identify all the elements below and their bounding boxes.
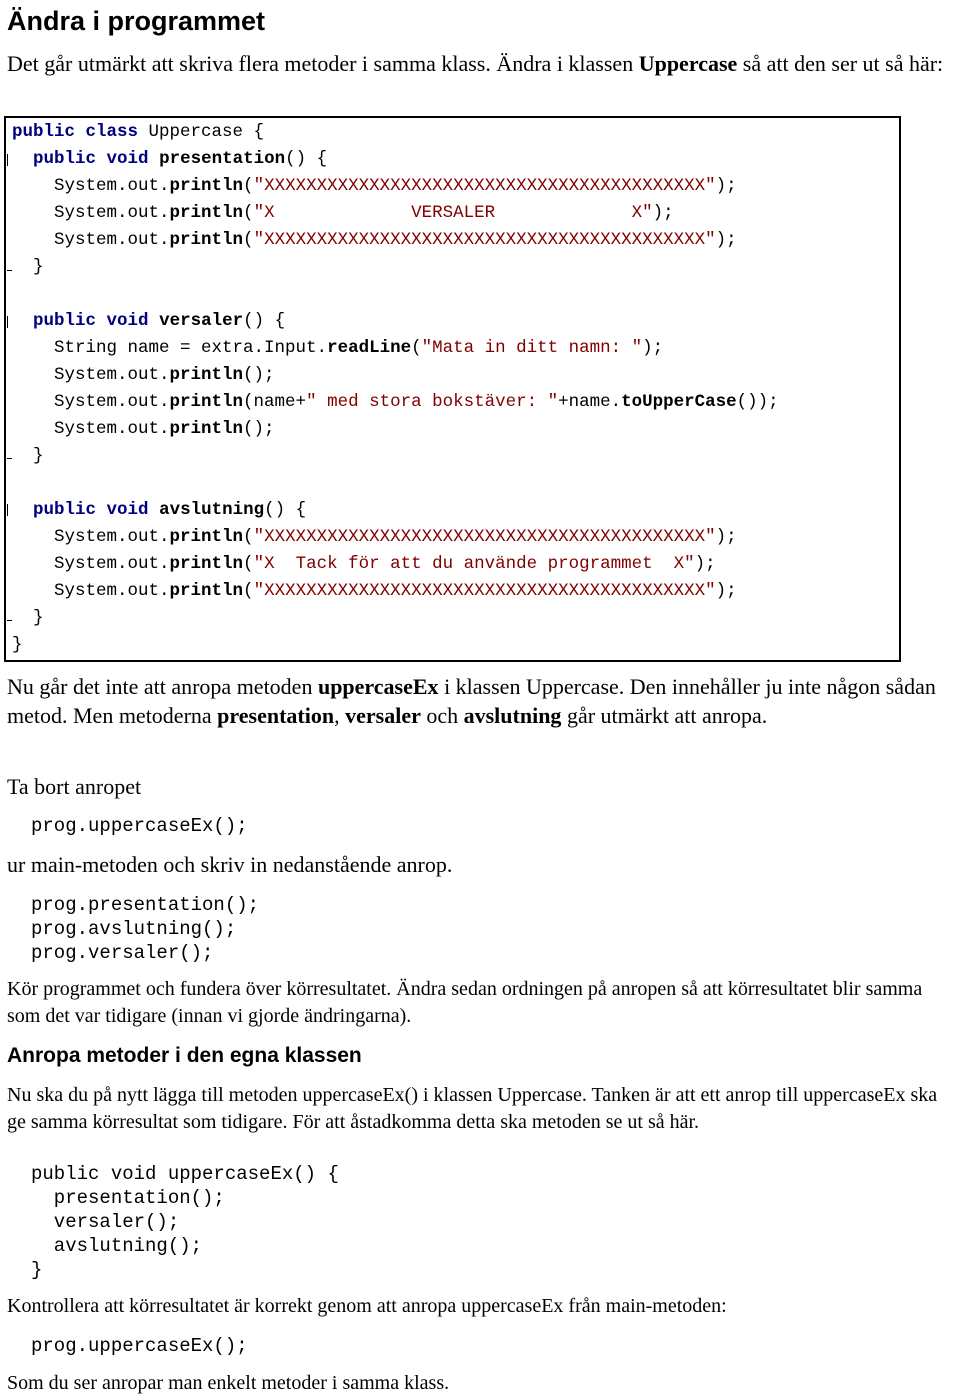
code-line [12, 200, 674, 227]
code-keyword: public void [33, 149, 149, 169]
code-text: System.out. [12, 581, 170, 601]
method-code: public void uppercaseEx() { presentation(); versaler(); avslutning(); } [31, 1163, 339, 1281]
method-bold: uppercaseEx [317, 674, 439, 699]
code-text: (); [243, 419, 275, 439]
code-text [149, 311, 160, 331]
fold-tick [7, 270, 12, 271]
method-bold: versaler [345, 703, 421, 728]
main-method-text: ur main-metoden och skriv in nedanstående anrop. [7, 852, 453, 877]
code-line [12, 551, 716, 578]
code-text: (name+ [243, 392, 307, 412]
code-text: ( [411, 338, 422, 358]
code-line [12, 308, 285, 335]
section-heading: Anropa metoder i den egna klassen [7, 1044, 362, 1067]
text: i klassen Uppercase. Den innehåller ju inte någon sådan metod. Men metoderna [7, 674, 936, 728]
explanation-paragraph [7, 672, 957, 730]
code-text: } [12, 608, 44, 628]
fold-marker [7, 316, 11, 328]
code-method: println [169, 554, 244, 574]
code-method: presentation [159, 149, 286, 169]
code-text [149, 149, 160, 169]
code-line [12, 227, 737, 254]
fold-marker [7, 504, 11, 516]
fold-tick [7, 620, 12, 621]
text: går utmärkt att anropa. [561, 703, 768, 728]
code-string: "XXXXXXXXXXXXXXXXXXXXXXXXXXXXXXXXXXXXXXXXXX" [253, 230, 716, 250]
text: Nu går det inte att anropa metoden [7, 674, 318, 699]
code-line [12, 335, 663, 362]
code-text: ( [243, 203, 254, 223]
code-text: ); [642, 338, 664, 358]
page-title: Ändra i programmet [7, 6, 266, 36]
intro-text-end: så att den ser ut så här: [737, 51, 944, 76]
code-line [12, 443, 44, 470]
code-method: println [169, 203, 244, 223]
code-line [12, 497, 306, 524]
code-text: Uppercase { [138, 122, 265, 142]
code-text [12, 500, 33, 520]
text: , [334, 703, 346, 728]
code-keyword: public void [33, 500, 149, 520]
code-text: System.out. [12, 176, 170, 196]
fold-marker [7, 154, 11, 166]
code-text: System.out. [12, 365, 170, 385]
method-bold: presentation [217, 703, 335, 728]
code-text: ); [715, 176, 737, 196]
code-screenshot [4, 116, 901, 662]
code-text: () { [264, 500, 307, 520]
code-text: () { [285, 149, 328, 169]
code-method: toUpperCase [621, 392, 737, 412]
code-text: ); [715, 230, 737, 250]
code-text [149, 500, 160, 520]
code-method: avslutning [159, 500, 265, 520]
text: och [420, 703, 464, 728]
code-text: ); [715, 581, 737, 601]
code-text: () { [243, 311, 286, 331]
remove-call-text: Ta bort anropet [7, 774, 142, 799]
code-line [12, 173, 737, 200]
code-text: +name. [558, 392, 622, 412]
code-method: println [169, 419, 244, 439]
intro-text: Det går utmärkt att skriva flera metoder i samma klass. Ändra i klassen [7, 51, 639, 76]
remove-call-code: prog.uppercaseEx(); [31, 815, 248, 837]
closing-text: Som du ser anropar man enkelt metoder i samma klass. [7, 1372, 450, 1394]
code-method: versaler [159, 311, 244, 331]
code-string: "XXXXXXXXXXXXXXXXXXXXXXXXXXXXXXXXXXXXXXXXXX" [253, 527, 716, 547]
code-string: "X Tack för att du använde programmet X" [253, 554, 695, 574]
method-bold: avslutning [463, 703, 562, 728]
code-method: println [169, 581, 244, 601]
code-text: System.out. [12, 230, 170, 250]
code-string: "XXXXXXXXXXXXXXXXXXXXXXXXXXXXXXXXXXXXXXXXXX" [253, 176, 716, 196]
code-text: (); [243, 365, 275, 385]
code-line [12, 416, 275, 443]
code-text: System.out. [12, 527, 170, 547]
code-line [12, 389, 779, 416]
code-keyword: public void [33, 311, 149, 331]
code-string: "Mata in ditt namn: " [421, 338, 643, 358]
code-string: "X VERSALER X" [253, 203, 653, 223]
code-text: ); [694, 554, 716, 574]
code-text: String name = extra.Input. [12, 338, 328, 358]
code-method: println [169, 176, 244, 196]
class-name-bold: Uppercase [638, 51, 738, 76]
code-text: ); [652, 203, 674, 223]
code-method: readLine [327, 338, 412, 358]
code-method: println [169, 365, 244, 385]
code-line [12, 362, 275, 389]
code-line [12, 632, 23, 659]
code-string: "XXXXXXXXXXXXXXXXXXXXXXXXXXXXXXXXXXXXXXXXXX" [253, 581, 716, 601]
code-text: ( [243, 581, 254, 601]
code-text: } [12, 446, 44, 466]
code-keyword: public class [12, 122, 139, 142]
code-line [12, 524, 737, 551]
code-text: } [12, 257, 44, 277]
code-line [12, 119, 264, 146]
code-line [12, 146, 327, 173]
code-line [12, 254, 44, 281]
code-text: ( [243, 527, 254, 547]
code-text: } [12, 635, 23, 655]
code-text [12, 311, 33, 331]
code-line [12, 578, 737, 605]
code-text: ()); [736, 392, 779, 412]
run-instruction: Kör programmet och fundera över körresultatet. Ändra sedan ordningen på anropen så att körresultatet blir samma som det var tidigare (innan vi gjorde ändringarna). [7, 978, 923, 1027]
verify-code: prog.uppercaseEx(); [31, 1335, 248, 1357]
code-text: ); [715, 527, 737, 547]
code-string: " med stora bokstäver: " [306, 392, 559, 412]
code-text: System.out. [12, 419, 170, 439]
code-text: ( [243, 554, 254, 574]
code-method: println [169, 230, 244, 250]
code-text: System.out. [12, 392, 170, 412]
section-paragraph: Nu ska du på nytt lägga till metoden uppercaseEx() i klassen Uppercase. Tanken är att ett anrop till uppercaseEx ska ge samma körresultat som tidigare. För att åstadkomma detta ska metoden se ut så här. [7, 1084, 938, 1133]
verify-text: Kontrollera att körresultatet är korrekt genom att anropa uppercaseEx från main-metoden: [7, 1295, 727, 1317]
code-line [12, 605, 44, 632]
code-method: println [169, 392, 244, 412]
code-text [12, 149, 33, 169]
code-method: println [169, 527, 244, 547]
calls-code: prog.presentation(); prog.avslutning(); prog.versaler(); [31, 894, 260, 964]
code-text: ( [243, 176, 254, 196]
code-text: ( [243, 230, 254, 250]
code-text: System.out. [12, 554, 170, 574]
intro-paragraph [7, 49, 957, 78]
code-text: System.out. [12, 203, 170, 223]
fold-tick [7, 458, 12, 459]
